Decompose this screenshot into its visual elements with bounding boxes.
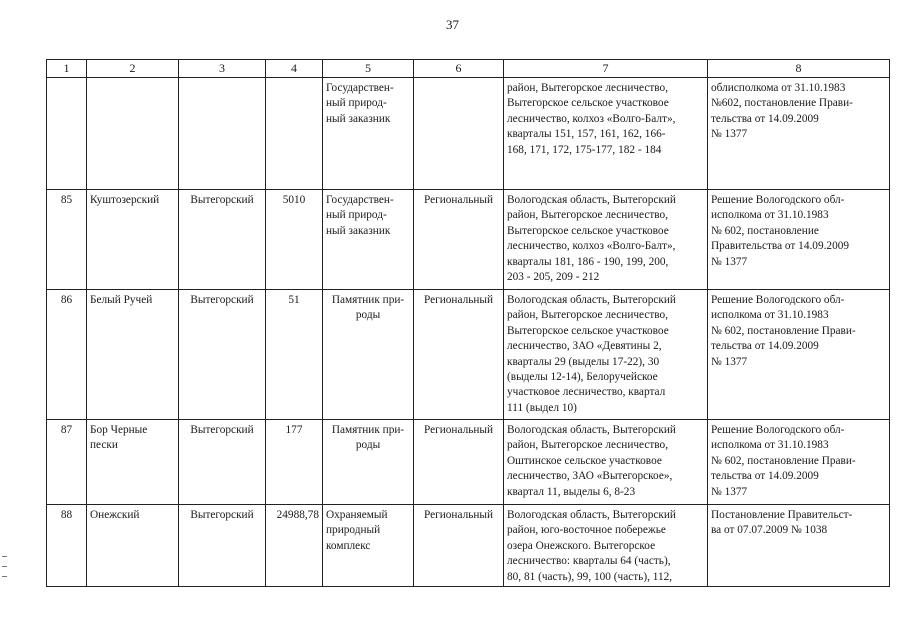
cell-line: ный природ- (326, 209, 387, 222)
cell-line: роды (355, 309, 381, 322)
cell-basis (708, 420, 890, 505)
cell-location (504, 290, 708, 420)
cell-line: № 1377 (711, 355, 748, 368)
cell-line: тельства от 14.09.2009 (711, 340, 819, 353)
cell-name (87, 190, 179, 290)
cell-area: 177 (266, 420, 323, 505)
cell-area: 24988,78 (266, 505, 323, 587)
cell-line: ный заказник (326, 112, 391, 125)
header-cell-4: 4 (266, 60, 323, 78)
cell-location (504, 420, 708, 505)
scan-margin-marks (2, 556, 8, 586)
cell-line: Вытегорский (190, 424, 254, 436)
cell-line: Решение Вологодского обл- (711, 194, 845, 206)
cell-significance: Региональный (414, 290, 504, 420)
cell-basis (708, 290, 890, 420)
cell-line: тельства от 14.09.2009 (711, 112, 819, 125)
cell-name (87, 290, 179, 420)
cell-line: Вытегорский (190, 294, 254, 306)
cell-name (87, 78, 179, 190)
header-cell-2: 2 (87, 60, 179, 78)
cell-line: Белый Ручей (90, 294, 153, 306)
cell-line: Постановление Правительст- (711, 509, 853, 521)
scan-mark (2, 576, 7, 577)
cell-line: район, Вытегорское лесничество, (507, 82, 669, 94)
cell-num (47, 78, 87, 190)
cell-line: Государствен- (326, 82, 394, 94)
cell-line: ный заказник (326, 224, 391, 237)
cell-line: № 1377 (711, 128, 748, 141)
cell-line: Вологодская область, Вытегорский (507, 424, 676, 436)
cell-line: Вытегорское сельское участковое (507, 324, 669, 337)
cell-line: Куштозерский (90, 194, 160, 206)
cell-line: Памятник при- (331, 294, 405, 306)
cell-line: 111 (выдел 10) (507, 401, 577, 414)
cell-significance (414, 78, 504, 190)
cell-area (266, 78, 323, 190)
cell-line: Правительства от 14.09.2009 (711, 240, 850, 253)
cell-line: Вытегорский (190, 194, 254, 206)
cell-significance: Региональный (414, 505, 504, 587)
cell-category (323, 290, 414, 420)
table-row (47, 290, 890, 420)
cell-line: 203 - 205, 209 - 212 (507, 271, 600, 284)
cell-category (323, 505, 414, 587)
cell-line: Вытегорское сельское участковое (507, 224, 669, 237)
scan-mark (2, 566, 7, 567)
cell-district (179, 505, 266, 587)
cell-line: Вытегорский (190, 509, 254, 521)
cell-line: кварталы 29 (выделы 17-22), 30 (507, 355, 660, 368)
table-body (47, 78, 890, 587)
table-row (47, 420, 890, 505)
table-row (47, 190, 890, 290)
cell-line: № 1377 (711, 485, 748, 498)
cell-line: Вытегорское сельское участковое (507, 97, 669, 110)
cell-district (179, 290, 266, 420)
cell-line: озера Онежского. Вытегорское (507, 539, 656, 552)
cell-line: лесничество, колхоз «Волго-Балт», (507, 240, 676, 253)
cell-location (504, 78, 708, 190)
header-cell-7: 7 (504, 60, 708, 78)
cell-line: роды (355, 439, 381, 452)
cell-line: район, юго-восточное побережье (507, 524, 666, 537)
cell-line: Государствен- (326, 194, 394, 206)
table-row (47, 78, 890, 190)
page-number: 37 (446, 17, 459, 32)
cell-line: исполкома от 31.10.1983 (711, 439, 829, 452)
cell-line: кварталы 151, 157, 161, 162, 166- (507, 128, 666, 141)
table-row (47, 505, 890, 587)
cell-district (179, 190, 266, 290)
cell-category (323, 420, 414, 505)
cell-line: №602, постановление Прави- (711, 97, 853, 110)
cell-line: облисполкома от 31.10.1983 (711, 82, 846, 94)
scan-mark (2, 556, 7, 557)
header-row (47, 60, 890, 78)
header-cell-6: 6 (414, 60, 504, 78)
cell-category (323, 78, 414, 190)
cell-location (504, 190, 708, 290)
cell-num: 87 (47, 420, 87, 505)
cell-num: 88 (47, 505, 87, 587)
cell-district (179, 420, 266, 505)
header-cell-1: 1 (47, 60, 87, 78)
cell-district (179, 78, 266, 190)
cell-name (87, 505, 179, 587)
header-cell-8: 8 (708, 60, 890, 78)
cell-line: кварталы 181, 186 - 190, 199, 200, (507, 255, 669, 268)
cell-line: район, Вытегорское лесничество, (507, 309, 669, 322)
cell-line: Вологодская область, Вытегорский (507, 194, 676, 206)
cell-line: комплекс (326, 539, 371, 552)
cell-name (87, 420, 179, 505)
cell-line: пески (90, 439, 118, 452)
cell-basis (708, 190, 890, 290)
cell-line: природный (326, 524, 381, 537)
cell-line: район, Вытегорское лесничество, (507, 439, 669, 452)
cell-line: Охраняемый (326, 509, 388, 521)
cell-line: (выделы 12-14), Белоручейское (507, 371, 658, 384)
cell-line: Решение Вологодского обл- (711, 294, 845, 306)
cell-line: ва от 07.07.2009 № 1038 (711, 524, 828, 537)
cell-line: ный природ- (326, 97, 387, 110)
cell-line: № 602, постановление Прави- (711, 454, 856, 467)
cell-line: 168, 171, 172, 175-177, 182 - 184 (507, 143, 662, 156)
cell-line: квартал 11, выделы 6, 8-23 (507, 485, 636, 498)
cell-line: исполкома от 31.10.1983 (711, 209, 829, 222)
cell-basis (708, 505, 890, 587)
cell-line: 80, 81 (часть), 99, 100 (часть), 112, (507, 570, 673, 583)
cell-significance: Региональный (414, 190, 504, 290)
protected-areas-table (46, 59, 890, 587)
cell-line: Вологодская область, Вытегорский (507, 509, 676, 521)
cell-basis (708, 78, 890, 190)
header-cell-5: 5 (323, 60, 414, 78)
cell-line: Бор Черные (90, 424, 148, 436)
cell-line: № 1377 (711, 255, 748, 268)
cell-line: лесничество, колхоз «Волго-Балт», (507, 112, 676, 125)
cell-line: Онежский (90, 509, 140, 521)
cell-line: исполкома от 31.10.1983 (711, 309, 829, 322)
cell-significance: Региональный (414, 420, 504, 505)
cell-line: № 602, постановление (711, 224, 819, 237)
cell-line: лесничество, ЗАО «Девятины 2, (507, 340, 662, 353)
cell-category (323, 190, 414, 290)
cell-line: лесничество: кварталы 64 (часть), (507, 555, 671, 568)
cell-line: Вологодская область, Вытегорский (507, 294, 676, 306)
cell-line: район, Вытегорское лесничество, (507, 209, 669, 222)
cell-line: лесничество, ЗАО «Вытегорское», (507, 470, 673, 483)
cell-area: 51 (266, 290, 323, 420)
cell-line: Памятник при- (331, 424, 405, 436)
cell-line: № 602, постановление Прави- (711, 324, 856, 337)
cell-line: участковое лесничество, квартал (507, 386, 666, 399)
cell-num: 86 (47, 290, 87, 420)
cell-line: Решение Вологодского обл- (711, 424, 845, 436)
cell-num: 85 (47, 190, 87, 290)
cell-line: тельства от 14.09.2009 (711, 470, 819, 483)
cell-line: Оштинское сельское участковое (507, 454, 662, 467)
cell-area: 5010 (266, 190, 323, 290)
cell-location (504, 505, 708, 587)
header-cell-3: 3 (179, 60, 266, 78)
